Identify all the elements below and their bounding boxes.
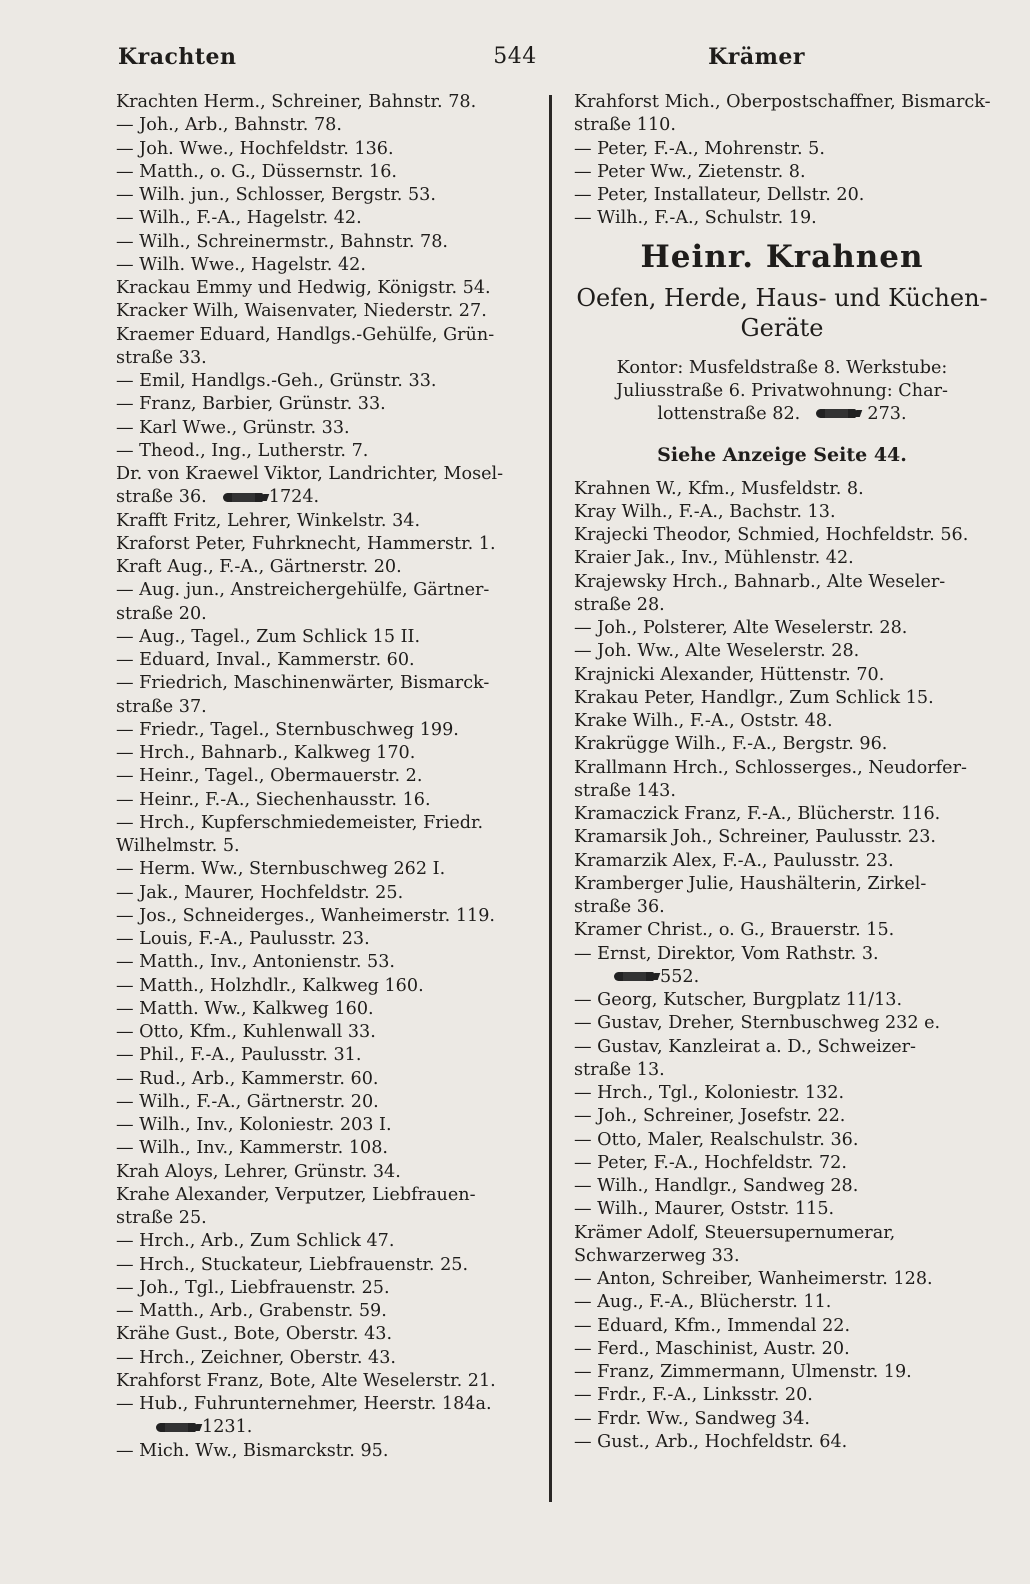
telephone-icon	[156, 1423, 196, 1432]
running-head-left: Krachten	[118, 44, 237, 70]
directory-entry: — Gustav, Dreher, Sternbuschweg 232 e.	[574, 1013, 941, 1034]
directory-entry: — Hrch., Zeichner, Oberstr. 43.	[116, 1347, 397, 1368]
ad-title: Heinr. Krahnen	[640, 238, 924, 275]
ad-contact-line: Juliusstraße 6. Privatwohnung: Char-	[616, 380, 948, 401]
advertisement	[574, 237, 990, 468]
directory-entry: Krahforst Mich., Oberpostschaffner, Bismarck-	[574, 92, 991, 112]
directory-entry: — Matth., Arb., Grabenstr. 59.	[116, 1301, 387, 1321]
directory-entry: Kramer Christ., o. G., Brauerstr. 15.	[574, 920, 895, 941]
directory-entry: — Otto, Maler, Realschulstr. 36.	[574, 1129, 859, 1150]
directory-entry: Krachten Herm., Schreiner, Bahnstr. 78.	[116, 92, 477, 112]
directory-entry: — Rud., Arb., Kammerstr. 60.	[116, 1068, 379, 1089]
directory-entry: — Aug., F.-A., Blücherstr. 11.	[574, 1292, 832, 1313]
directory-entry: — Heinr., Tagel., Obermauerstr. 2.	[116, 766, 423, 787]
ad-contact	[574, 357, 990, 426]
directory-entry: — Jos., Schneiderges., Wanheimerstr. 119.	[116, 905, 495, 926]
directory-entry: — Matth., o. G., Düssernstr. 16.	[116, 161, 398, 182]
directory-entry: — Hrch., Stuckateur, Liebfrauenstr. 25.	[116, 1254, 469, 1275]
directory-entry: — Theod., Ing., Lutherstr. 7.	[116, 440, 369, 461]
directory-entry: straße 110.	[574, 115, 676, 136]
directory-entry: — Friedr., Tagel., Sternbuschweg 199.	[116, 719, 459, 740]
directory-entry: Krahforst Franz, Bote, Alte Weselerstr. 21.	[116, 1370, 496, 1391]
directory-entry: — Joh. Wwe., Hochfeldstr. 136.	[116, 138, 394, 159]
directory-entry: Krämer Adolf, Steuersupernumerar,	[574, 1222, 896, 1243]
directory-entry: — Peter, F.-A., Hochfeldstr. 72.	[574, 1152, 847, 1173]
ad-reference: Siehe Anzeige Seite 44.	[657, 443, 907, 466]
directory-entry: — Heinr., F.-A., Siechenhausstr. 16.	[116, 789, 431, 810]
directory-entry: — Georg, Kutscher, Burgplatz 11/13.	[574, 990, 903, 1010]
directory-entry: Krake Wilh., F.-A., Oststr. 48.	[574, 711, 833, 731]
running-head-right: Krämer	[708, 44, 805, 70]
directory-entry: Krajnicki Alexander, Hüttenstr. 70.	[574, 664, 885, 685]
directory-entry: Schwarzerweg 33.	[574, 1245, 740, 1266]
directory-entry: — Gust., Arb., Hochfeldstr. 64.	[574, 1431, 848, 1452]
directory-entry: — Jak., Maurer, Hochfeldstr. 25.	[116, 882, 404, 903]
directory-entry: Kraft Aug., F.-A., Gärtnerstr. 20.	[116, 557, 402, 577]
telephone-icon	[223, 493, 263, 502]
directory-entry: — Joh. Ww., Alte Weselerstr. 28.	[574, 641, 860, 662]
directory-entry: straße 33.	[116, 347, 207, 368]
directory-entry: Dr. von Kraewel Viktor, Landrichter, Mosel-	[116, 464, 504, 484]
directory-entry: — Eduard, Kfm., Immendal 22.	[574, 1315, 851, 1336]
directory-entry: — Peter, F.-A., Mohrenstr. 5.	[574, 138, 825, 159]
directory-entry: — Ernst, Direktor, Vom Rathstr. 3.	[574, 943, 879, 964]
directory-entry: — Aug., Tagel., Zum Schlick 15 II.	[116, 626, 421, 647]
directory-entry: — Louis, F.-A., Paulusstr. 23.	[116, 929, 370, 949]
directory-entry: — Hrch., Tgl., Koloniestr. 132.	[574, 1083, 845, 1103]
directory-entry: Wilhelmstr. 5.	[116, 836, 240, 856]
directory-entry: Kray Wilh., F.-A., Bachstr. 13.	[574, 501, 836, 522]
directory-entry: Krallmann Hrch., Schlosserges., Neudorfer-	[574, 757, 967, 778]
ad-subtitle	[574, 283, 990, 343]
ad-phone-number: 273.	[867, 403, 907, 424]
ad-subtitle-line: Oefen, Herde, Haus- und Küchen-	[576, 283, 988, 312]
right-bottom-entries	[574, 478, 990, 1455]
directory-entry: — Joh., Arb., Bahnstr. 78.	[116, 115, 342, 136]
directory-entry: — Phil., F.-A., Paulusstr. 31.	[116, 1045, 362, 1066]
directory-entry: Kraforst Peter, Fuhrknecht, Hammerstr. 1.	[116, 533, 496, 554]
directory-entry: — Joh., Tgl., Liebfrauenstr. 25.	[116, 1277, 390, 1298]
directory-entry: — Otto, Kfm., Kuhlenwall 33.	[116, 1022, 376, 1042]
directory-entry: Kraier Jak., Inv., Mühlenstr. 42.	[574, 548, 854, 569]
ad-contact-line	[574, 403, 990, 426]
directory-entry: Kramarsik Joh., Schreiner, Paulusstr. 23.	[574, 827, 936, 848]
directory-entry: — Herm. Ww., Sternbuschweg 262 I.	[116, 859, 446, 880]
directory-entry: Kramaczick Franz, F.-A., Blücherstr. 116.	[574, 804, 941, 824]
directory-entry: — Wilh., Inv., Kammerstr. 108.	[116, 1138, 388, 1159]
directory-entry: straße 36.	[574, 897, 665, 917]
ad-contact-address: lottenstraße 82.	[657, 403, 801, 424]
directory-entry: straße 143.	[574, 780, 676, 801]
right-column	[574, 91, 990, 1454]
directory-entry: Krahe Alexander, Verputzer, Liebfrauen-	[116, 1184, 476, 1205]
directory-entry: straße 13.	[574, 1059, 665, 1080]
directory-entry: — Wilh., Schreinermstr., Bahnstr. 78.	[116, 231, 449, 252]
directory-entry: Krakau Peter, Handlgr., Zum Schlick 15.	[574, 687, 934, 708]
telephone-icon	[816, 409, 856, 418]
directory-entry: — Hrch., Bahnarb., Kalkweg 170.	[116, 743, 416, 763]
directory-entry: — Emil, Handlgs.-Geh., Grünstr. 33.	[116, 371, 437, 391]
directory-entry: straße 36. 1724.	[116, 487, 320, 508]
directory-entry: straße 37.	[116, 696, 207, 717]
directory-entry: Krackau Emmy und Hedwig, Königstr. 54.	[116, 278, 491, 298]
directory-entry: — Aug. jun., Anstreichergehülfe, Gärtner-	[116, 580, 490, 601]
directory-entry: straße 28.	[574, 594, 665, 615]
directory-entry: Kramarzik Alex, F.-A., Paulusstr. 23.	[574, 850, 894, 871]
directory-entry: Krakrügge Wilh., F.-A., Bergstr. 96.	[574, 734, 888, 755]
directory-entry: — Mich. Ww., Bismarckstr. 95.	[116, 1440, 389, 1461]
directory-entry: — Frdr. Ww., Sandweg 34.	[574, 1408, 811, 1429]
directory-entry: — Joh., Schreiner, Josefstr. 22.	[574, 1106, 846, 1127]
directory-entry: Kracker Wilh, Waisenvater, Niederstr. 27.	[116, 301, 487, 322]
directory-entry: — Hrch., Arb., Zum Schlick 47.	[116, 1231, 395, 1252]
page-number: 544	[493, 44, 537, 69]
directory-entry: — Peter, Installateur, Dellstr. 20.	[574, 185, 865, 205]
left-column	[116, 91, 540, 1463]
directory-entry: Krah Aloys, Lehrer, Grünstr. 34.	[116, 1161, 401, 1182]
directory-entry: — Wilh., Maurer, Oststr. 115.	[574, 1199, 835, 1220]
directory-entry: Krahnen W., Kfm., Musfeldstr. 8.	[574, 478, 864, 499]
directory-entry: straße 25.	[116, 1208, 207, 1228]
directory-entry: — Wilh. Wwe., Hagelstr. 42.	[116, 254, 366, 275]
directory-entry: — Friedrich, Maschinenwärter, Bismarck-	[116, 673, 490, 694]
right-top-entries	[574, 91, 990, 231]
directory-entry: — Matth. Ww., Kalkweg 160.	[116, 998, 374, 1019]
directory-entry: straße 20.	[116, 603, 207, 624]
directory-entry: — Matth., Inv., Antonienstr. 53.	[116, 952, 395, 973]
directory-entry: — Hrch., Kupferschmiedemeister, Friedr.	[116, 812, 484, 833]
directory-entry: — Wilh. jun., Schlosser, Bergstr. 53.	[116, 185, 436, 205]
directory-entry: — Karl Wwe., Grünstr. 33.	[116, 417, 350, 438]
telephone-icon	[614, 972, 654, 981]
directory-entry: — Wilh., Handlgr., Sandweg 28.	[574, 1176, 859, 1196]
directory-entry: 552.	[574, 966, 990, 989]
directory-entry: Kramberger Julie, Haushälterin, Zirkel-	[574, 873, 927, 894]
directory-entry: — Joh., Polsterer, Alte Weselerstr. 28.	[574, 618, 908, 638]
directory-entry: — Hub., Fuhrunternehmer, Heerstr. 184a.	[116, 1394, 492, 1414]
directory-entry: Kraemer Eduard, Handlgs.-Gehülfe, Grün-	[116, 324, 495, 345]
column-divider	[549, 95, 552, 1502]
directory-entry: — Wilh., Inv., Koloniestr. 203 I.	[116, 1115, 392, 1135]
directory-entry: — Frdr., F.-A., Linksstr. 20.	[574, 1385, 813, 1406]
directory-entry: — Franz, Barbier, Grünstr. 33.	[116, 394, 386, 415]
directory-entry: — Eduard, Inval., Kammerstr. 60.	[116, 650, 415, 670]
directory-entry: — Gustav, Kanzleirat a. D., Schweizer-	[574, 1036, 916, 1057]
directory-entry: — Peter Ww., Zietenstr. 8.	[574, 161, 806, 182]
ad-contact-line: Kontor: Musfeldstraße 8. Werkstube:	[616, 357, 948, 378]
directory-entry: — Wilh., F.-A., Schulstr. 19.	[574, 208, 817, 229]
directory-entry: — Anton, Schreiber, Wanheimerstr. 128.	[574, 1269, 933, 1289]
directory-entry: Krajecki Theodor, Schmied, Hochfeldstr. 56.	[574, 525, 969, 545]
directory-entry: Krajewsky Hrch., Bahnarb., Alte Weseler-	[574, 571, 946, 592]
phone-number: 1724.	[268, 487, 320, 508]
directory-entry: 1231.	[116, 1416, 540, 1439]
directory-entry: — Wilh., F.-A., Hagelstr. 42.	[116, 208, 362, 229]
directory-entry: — Matth., Holzhdlr., Kalkweg 160.	[116, 975, 424, 996]
directory-entry: Krafft Fritz, Lehrer, Winkelstr. 34.	[116, 510, 421, 531]
directory-entry: — Franz, Zimmermann, Ulmenstr. 19.	[574, 1362, 912, 1382]
directory-entry: — Wilh., F.-A., Gärtnerstr. 20.	[116, 1091, 379, 1112]
directory-entry: — Ferd., Maschinist, Austr. 20.	[574, 1338, 850, 1359]
ad-subtitle-line: Geräte	[740, 313, 824, 342]
directory-entry: Krähe Gust., Bote, Oberstr. 43.	[116, 1324, 393, 1345]
